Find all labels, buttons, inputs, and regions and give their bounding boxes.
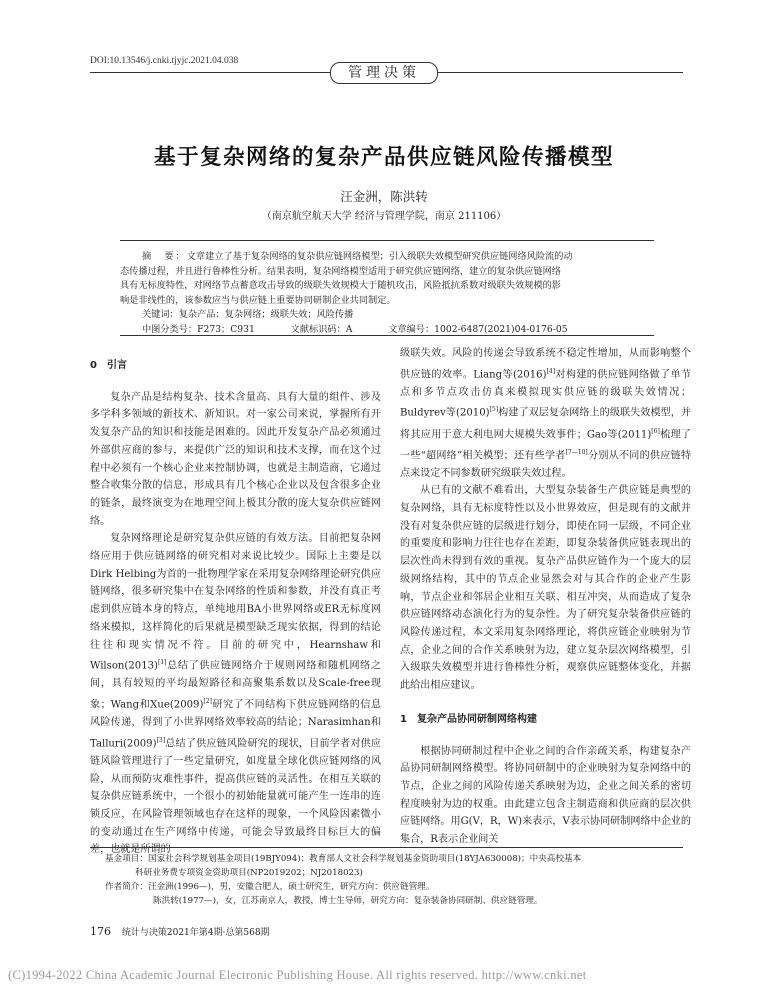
fund-line-2: 科研业务费专项资金资助项目(NP2019202；NJ2018023) [135,868,363,878]
right-column [400,345,691,849]
doi: DOI:10.13546/j.cnki.tjyjc.2021.04.038 [90,56,239,66]
section-1-paragraph: 根据协同研制过程中企业之间的合作亲疏关系，构建复杂产品协同研制网络模型。将协同研制中的企业映射为复杂网络中的节点，企业之间的风险传递关系映射为边，企业之间关系的密切程度映射为边的权重。由此建立包含主制造商和供应商的层次供应链网络。用G(V，R，W)来表示，V表示协同研制网络中企业的集合，R表示企业间关 [400,745,691,846]
affiliation: （南京航空航天大学 经济与管理学院，南京 211106） [261,211,507,222]
abstract-line-3: 具有无标度特性，对网络节点蓄意攻击导致的级联失效规模大于随机攻击，风险抵抗系数对级联失效规模的影 [120,280,561,291]
right-paragraph-2: 从已有的文献不难看出，大型复杂装备生产供应链是典型的复杂网络，具有无标度特性以及小世界效应，但是现有的文献并没有对复杂供应链的层级进行划分，即使在同一层级，不同企业的重要度和影响力往往也存在差距，即复杂装备供应链表现出的层次性尚未得到有效的重视。复杂产品供应链作为一个庞大的层级网络结构，其中的节点企业显然会对与其合作的企业产生影响，节点企业和邻居企业相互关联、相互冲突，从而造成了复杂供应链网络动态演化行为的复杂性。为了研究复杂装备供应链的风险传递过程，本文采用复杂网络理论，将供应链企业映射为节点，企业之间的合作关系映射为边，建立复杂层次网络模型，引入级联失效模型并进行鲁棒性分析，观察供应链整体变化，并据此给出相应建议。 [400,485,691,692]
authors: 汪金洲，陈洪转 [340,189,428,204]
author-bio-2: 陈洪转(1977—)，女，江苏南京人，教授，博士生导师，研究方向：复杂装备协同研制、供应链管理。 [153,896,543,906]
abstract-bottom-rule [120,335,654,336]
doc-code: 文献标识码：A [290,323,353,335]
paper-title: 基于复杂网络的复杂产品供应链风险传播模型 [153,145,614,170]
fund-line: 基金项目：国家社会科学规划基金项目(19BJY094)；教育部人文社会科学规划基金资助项目(18YJA630008)；中央高校基本 [105,854,582,864]
journal-info: 统计与决策2021年第4期·总第568期 [121,928,270,938]
abstract-top-rule [120,240,654,241]
classification: 中图分类号：F273；C931 [142,323,255,335]
page-number: 176 [90,925,111,938]
right-paragraph-1: 级联失效。风险的传递会导致系统不稳定性增加，从而影响整个供应链的效率。Liang等(2016)[4]对构建的供应链网络做了单节点和多节点攻击仿真来模拟现实供应链的级联失效情况；Buldyrev等(2010)[5]构建了双层复杂网络上的级联失效模型，并将其应用于意大利电网大规模失效事件；Gao等(2011)[6]梳理了一些“超网络”相关模型；还有些学者[7—10]分别从不同的供应链特点来设定不同参数研究级联失效过程。 [400,348,692,479]
footnote-rule [90,847,683,848]
footnotes [105,852,685,908]
intro-heading: 0 引言 [90,360,127,371]
page-footer [90,925,270,938]
left-column [90,357,381,859]
abstract-line-4: 响是非线性的，该参数应当与供应链上重要协同研制企业共同制定。 [120,294,396,306]
abstract-line-2: 态传播过程，并且进行鲁棒性分析。结果表明，复杂网络模型适用于研究供应链网络，建立的复杂供应链网络 [120,265,561,277]
author-bio-1: 作者简介：汪金洲(1996—)，男，安徽合肥人，硕士研究生，研究方向：供应链管理。 [105,882,435,892]
abstract-line-1: 摘 要：文章建立了基于复杂网络的复杂供应链网络模型；引入级联失效模型研究供应链网络风险流的动 [142,251,573,262]
section-tag: 管理决策 [330,62,438,84]
article-number: 文章编号：1002-6487(2021)04-0176-05 [388,323,568,335]
copyright-watermark: (C)1994-2022 China Academic Journal Electronic Publishing House. All rights reserved. http://www.cnki.net [8,968,587,982]
intro-paragraph-1: 复杂产品是结构复杂、技术含量高、具有大量的组件、涉及多学科多领域的新技术、新知识。对一家公司来说，掌握所有开发复杂产品的知识和技能是困难的。因此开发复杂产品必须通过外部供应商的参与，来提供广泛的知识和技术支撑，而在这个过程中必须有一个核心企业来控制协调，也就是主制造商，它通过整合收集分散的信息，形成具有几个核心企业以及包含很多企业的链条，最终演变为在地理空间上极其分散的庞大复杂供应链网络。 [90,391,381,527]
keywords: 关键词：复杂产品；复杂网络；级联失效；风险传播 [142,309,354,320]
intro-paragraph-2: 复杂网络理论是研究复杂供应链的有效方法。目前把复杂网络应用于供应链网络的研究相对来说比较少。国际上主要是以Dirk Helbing为首的一批物理学家在采用复杂网络理论研究供应链网络，很多研究集中在复杂网络的性质和参数，并没有真正考虑到供应链本身的特点，单纯地用BA小世界网络或ER无标度网络来模拟，这样简化的后果就是模型缺乏现实依据，得到的结论往往和现实情况不符。目前的研究中，Hearnshaw和Wilson(2013)[1]总结了供应链网络介于规则网络和随机网络之间，具有较短的平均最短路径和高聚集系数以及Scale-free现象；Wang和Xue(2009)[2]研究了不同结构下供应链网络的信息风险传递，得到了小世界网络效率较高的结论；Narasimhan和Talluri(2009)[3]总结了供应链风险研究的现状，目前学者对供应链风险管理进行了一些定量研究，如度量全球化供应链网络的风险，从而预防灾难性事件，提高供应链的灵活性。在相互关联的复杂供应链系统中，一个很小的初始能量就可能产生一连串的连锁反应，在风险管理领域也存在这样的现象，一个风险因素微小的变动通过在生产网络中传递，可能会导致最终目标巨大的偏差，也就是所谓的 [90,533,381,856]
section-1-heading: 1 复杂产品协同研制网络构建 [400,713,537,725]
abstract [120,250,654,337]
